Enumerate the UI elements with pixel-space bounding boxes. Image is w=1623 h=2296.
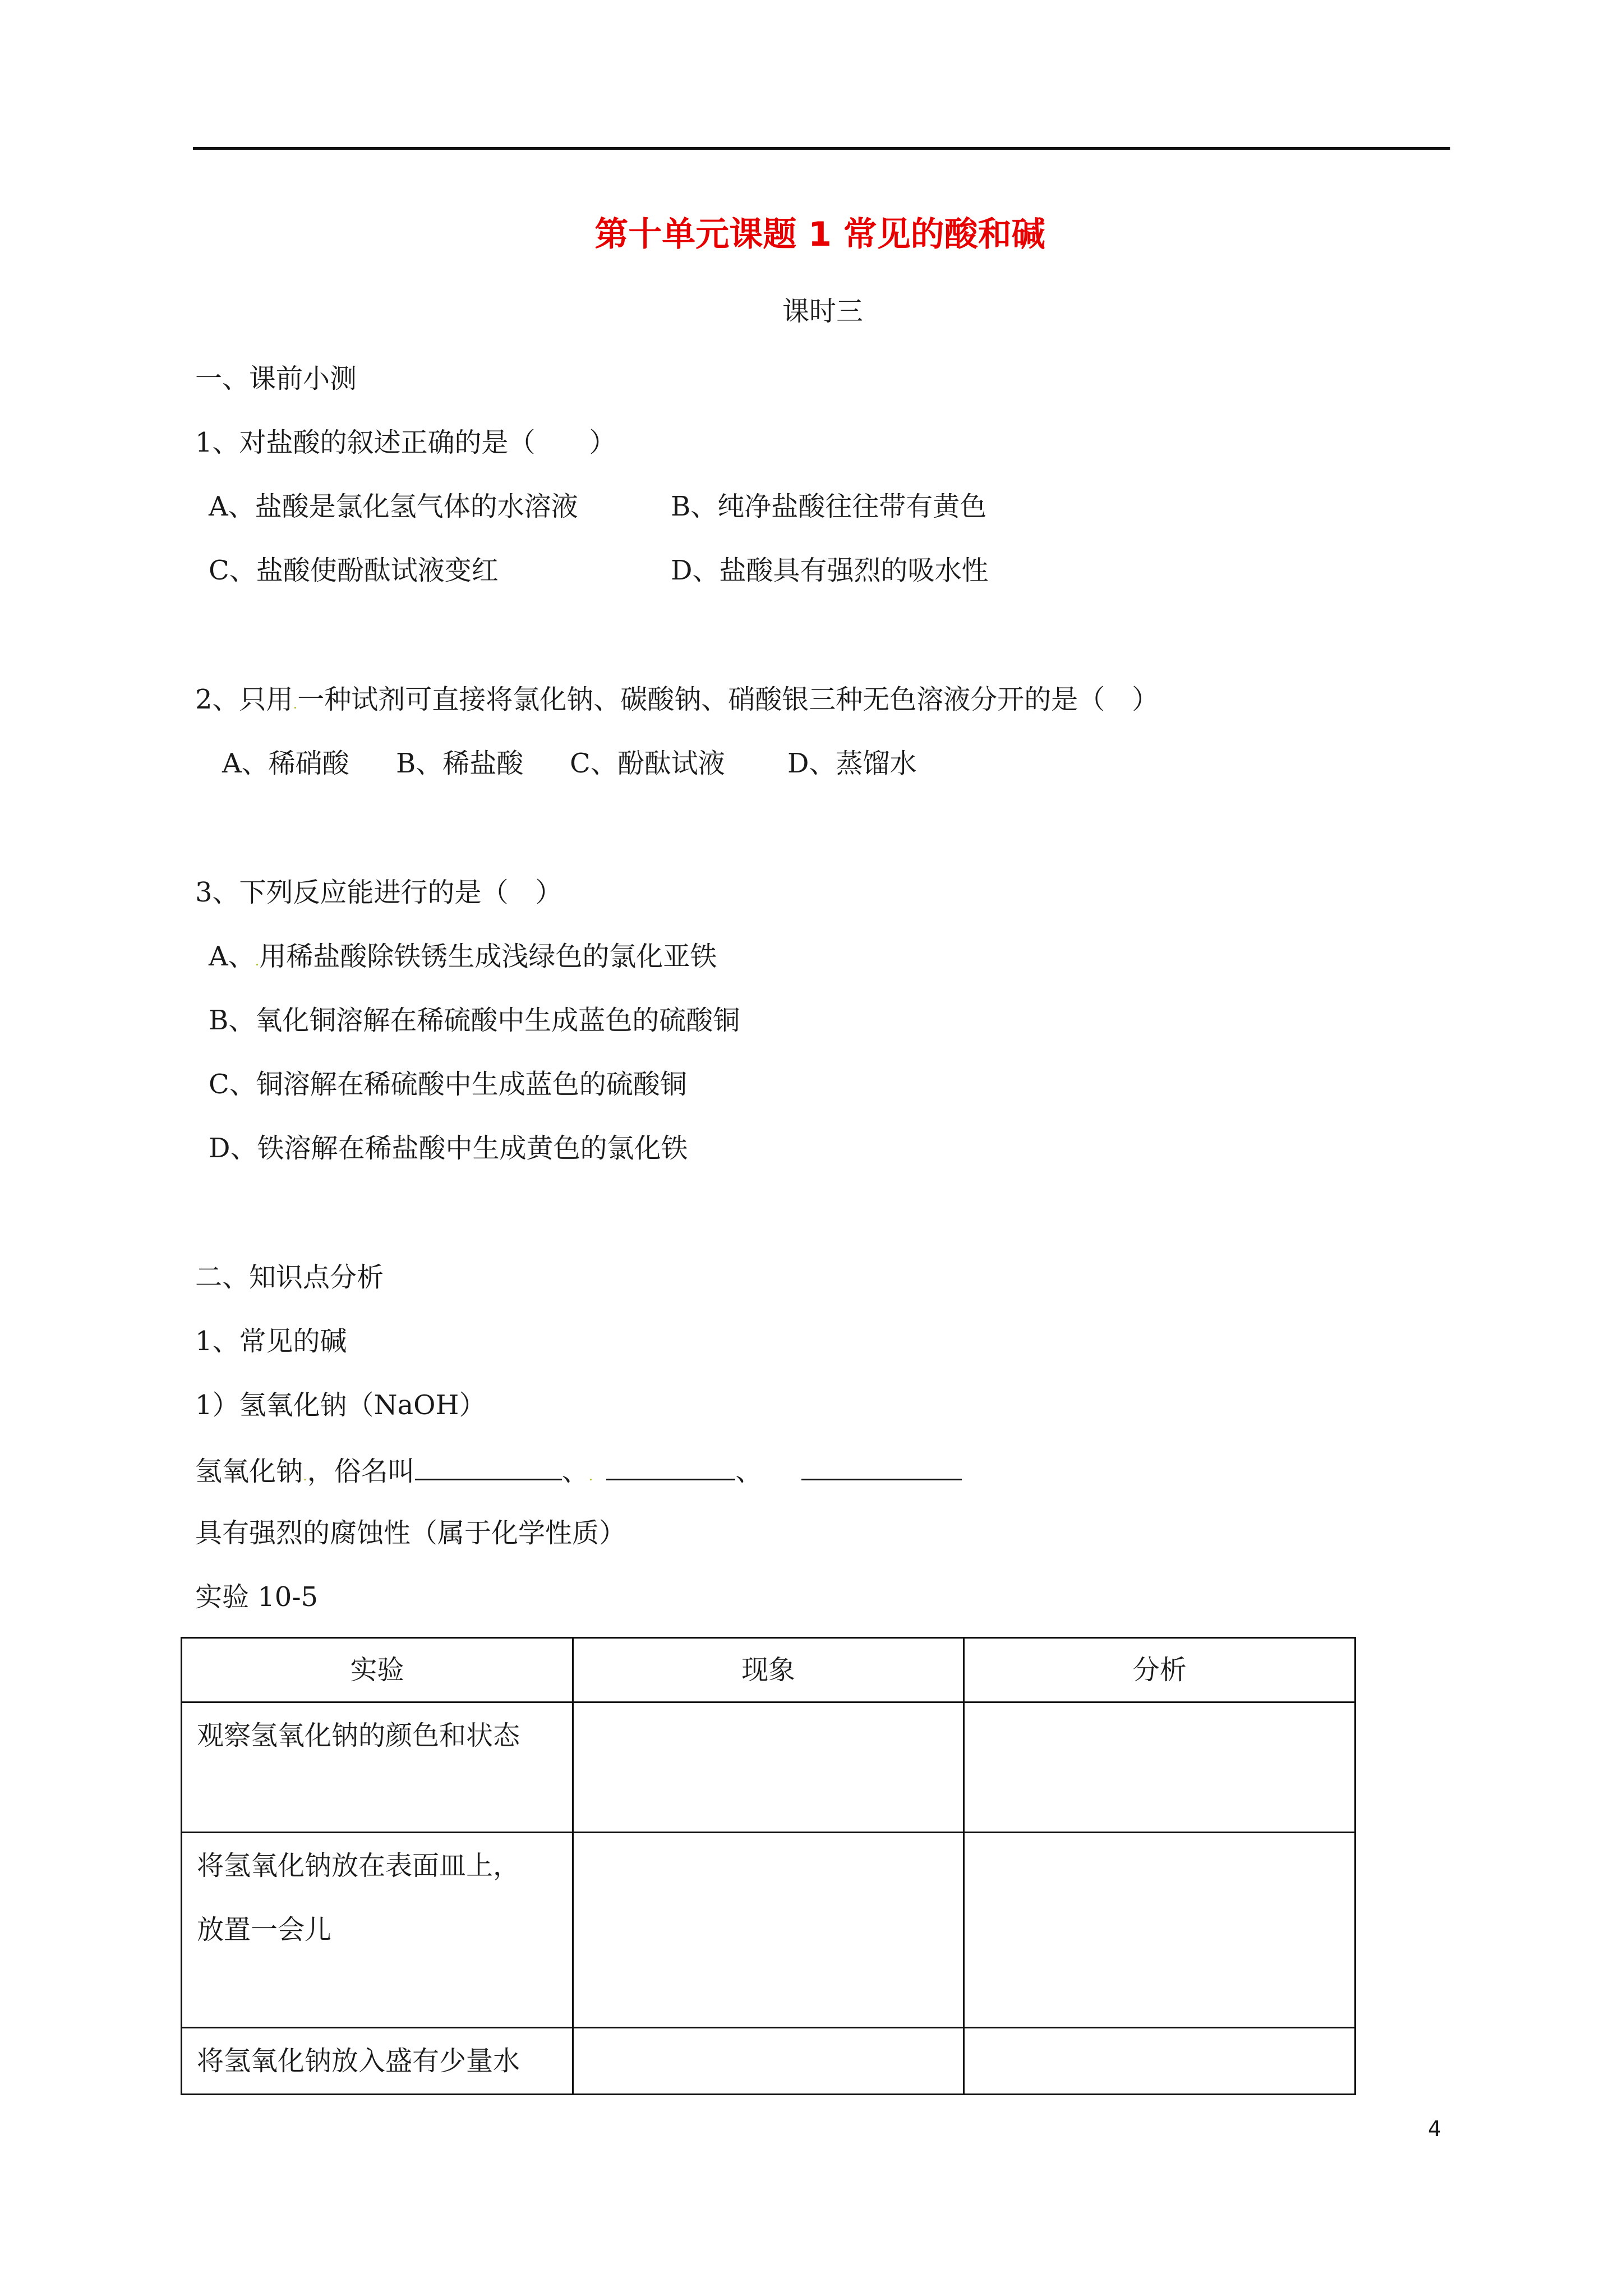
experiment-label: 实验 10-5 [195,1581,319,1613]
cell-analysis[interactable] [964,1703,1355,1833]
blank-alias-1[interactable] [415,1450,562,1480]
page-number: 4 [1428,2116,1442,2141]
tick-mark: . [255,953,260,969]
corrosive-note: 具有强烈的腐蚀性（属于化学性质） [195,1517,626,1549]
page-title: 第十单元课题 1 常见的酸和碱 [594,215,1045,254]
tick-mark: . [293,696,298,712]
section1-heading: 一、课前小测 [195,363,357,394]
cell-experiment [182,2028,573,2095]
q2-stem [195,680,1159,724]
q2-option-b: B、稀盐酸 [396,748,524,779]
table-row [182,1833,1355,2028]
cell-experiment-line2: 放置一会儿 [197,1914,332,1945]
q1-option-c: C、盐酸使酚酞试液变红 [209,555,499,586]
tick-mark: . [588,1468,593,1484]
q3-option-a-text: 用稀盐酸除铁锈生成浅绿色的氯化亚铁 [259,941,717,972]
cell-phenomenon[interactable] [573,2028,964,2095]
cell-phenomenon[interactable] [573,1833,964,2028]
section2-heading: 二、知识点分析 [195,1262,384,1293]
header-phenomenon: 现象 [573,1638,964,1703]
cell-experiment [182,1703,573,1833]
q1-stem: 1、对盐酸的叙述正确的是（ ） [195,427,616,458]
q3-option-c: C、铜溶解在稀硫酸中生成蓝色的硫酸铜 [209,1069,687,1100]
tick-mark: . [303,1468,307,1484]
q1-option-a: A、盐酸是氯化氢气体的水溶液 [209,491,578,522]
q3-option-d: D、铁溶解在稀盐酸中生成黄色的氯化铁 [209,1133,688,1164]
q2-stem-part2: 一种试剂可直接将氯化钠、碳酸钠、硝酸银三种无色溶液分开的是（ ） [297,684,1159,715]
cell-experiment-line1: 将氢氧化钠放入盛有少量水 [197,2045,520,2077]
q3-option-a-prefix: A、 [209,941,255,972]
q1-option-b: B、纯净盐酸往往带有黄色 [671,491,987,522]
experiment-table [181,1637,1356,2095]
cell-experiment [182,1833,573,2028]
cell-analysis[interactable] [964,2028,1355,2095]
q2-option-a: A、稀硝酸 [222,748,349,779]
naoh-label: 氢氧化钠 [195,1456,303,1487]
page-subtitle: 课时三 [782,296,863,327]
cell-experiment-line1: 观察氢氧化钠的颜色和状态 [197,1720,520,1751]
q2-option-d: D、蒸馏水 [787,748,917,779]
table-row [182,2028,1355,2095]
naoh-alias-line [195,1450,962,1496]
naoh-heading: 1）氢氧化钠（NaOH） [195,1389,486,1421]
q3-stem: 3、下列反应能进行的是（ ） [195,877,562,908]
q3-option-b: B、氧化铜溶解在稀硫酸中生成蓝色的硫酸铜 [209,1005,740,1036]
blank-alias-2[interactable] [606,1450,735,1480]
header-experiment: 实验 [182,1638,573,1703]
alias-sep-2: 、 [735,1456,763,1487]
table-row [182,1703,1355,1833]
header-rule [193,147,1450,150]
q2-stem-part1: 2、只用 [195,684,293,715]
cell-analysis[interactable] [964,1833,1355,2028]
alias-prompt: ，俗名叫 [307,1456,415,1487]
alias-sep-1: 、 [561,1456,589,1487]
cell-phenomenon[interactable] [573,1703,964,1833]
q3-option-a [209,937,717,981]
common-bases-heading: 1、常见的碱 [195,1326,347,1357]
header-analysis: 分析 [964,1638,1355,1703]
table-header-row [182,1638,1355,1703]
cell-experiment-line1: 将氢氧化钠放在表面皿上， [197,1850,520,1881]
blank-alias-3[interactable] [801,1450,962,1480]
q2-option-c: C、酚酞试液 [570,748,725,779]
q1-option-d: D、盐酸具有强烈的吸水性 [671,555,989,586]
